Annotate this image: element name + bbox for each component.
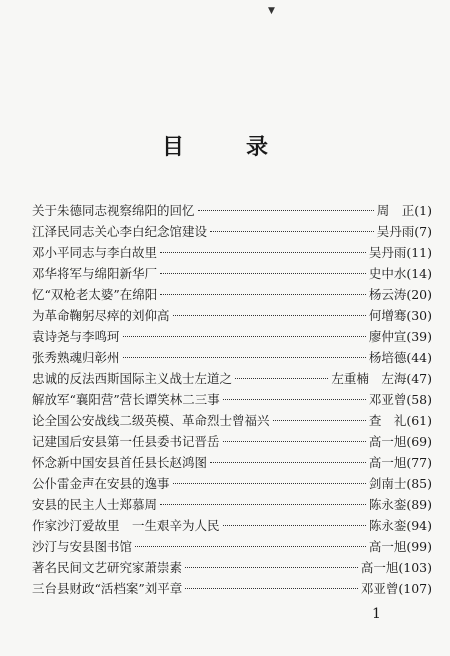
toc-entry[interactable] — [32, 578, 432, 599]
toc-entry[interactable] — [32, 221, 432, 242]
toc-entry-title: 邓小平同志与李白故里 — [32, 245, 158, 260]
toc-leader-dots — [173, 483, 366, 484]
toc-leader-dots — [273, 420, 366, 421]
toc-leader-dots — [173, 315, 366, 316]
toc-entry[interactable] — [32, 263, 432, 284]
toc-entry-author: 吴丹雨 — [376, 224, 415, 239]
toc-leader-dots — [223, 399, 366, 400]
toc-entry-author: 高一旭 — [368, 434, 407, 449]
toc-leader-dots — [160, 273, 366, 274]
toc-entry[interactable] — [32, 242, 432, 263]
toc-entry[interactable] — [32, 473, 432, 494]
toc-entry-page: (39) — [406, 329, 432, 344]
toc-entry[interactable] — [32, 305, 432, 326]
toc-entry-title: 沙汀与安县图书馆 — [32, 539, 133, 554]
toc-entry-author: 查 礼 — [368, 413, 407, 428]
toc-entry-author: 高一旭 — [360, 560, 399, 575]
toc-entry-title: 论全国公安战线二级英模、革命烈士曾福兴 — [32, 413, 270, 428]
toc-entry-author: 剑南士 — [368, 476, 407, 491]
toc-entry-page: (69) — [406, 434, 432, 449]
toc-entry-author: 杨培德 — [368, 350, 407, 365]
toc-entry-title: 解放军“襄阳营”营长谭笑林二三事 — [32, 392, 220, 407]
toc-entry-title: 邓华将军与绵阳新华厂 — [32, 266, 158, 281]
toc-entry-page: (89) — [406, 497, 432, 512]
toc-entry-author: 陈永銮 — [368, 518, 407, 533]
toc-entry-author: 廖仲宣 — [368, 329, 407, 344]
toc-entry-author: 左重楠 左海 — [331, 371, 407, 386]
toc-entry-author: 杨云涛 — [368, 287, 407, 302]
toc-entry-page: (61) — [406, 413, 432, 428]
toc-leader-dots — [160, 252, 366, 253]
toc-entry-author: 吴丹雨 — [368, 245, 407, 260]
toc-entry[interactable] — [32, 284, 432, 305]
toc-entry-page: (44) — [406, 350, 432, 365]
toc-leader-dots — [210, 462, 366, 463]
toc-entry-page: (20) — [406, 287, 432, 302]
toc-entry-title: 袁诗尧与李鸣珂 — [32, 329, 120, 344]
toc-entry-page: (1) — [414, 203, 432, 218]
toc-entry-title: 公仆雷金声在安县的逸事 — [32, 476, 170, 491]
toc-leader-dots — [235, 378, 328, 379]
toc-entry-author: 邓亚曾 — [360, 581, 399, 596]
toc-entry[interactable] — [32, 410, 432, 431]
toc-entry-author: 周 正 — [376, 203, 415, 218]
toc-leader-dots — [198, 210, 374, 211]
toc-entry-page: (11) — [406, 245, 432, 260]
page-number: 1 — [372, 606, 381, 622]
toc-entry-page: (94) — [406, 518, 432, 533]
toc-entry-author: 高一旭 — [368, 455, 407, 470]
toc-entry-title: 著名民间文艺研究家萧崇素 — [32, 560, 183, 575]
toc-entry-author: 陈永銮 — [368, 497, 407, 512]
toc-entry-page: (14) — [406, 266, 432, 281]
toc-entry[interactable] — [32, 515, 432, 536]
toc-entry-title: 怀念新中国安县首任县长赵鸿图 — [32, 455, 208, 470]
toc-entry-page: (77) — [406, 455, 432, 470]
toc-entry[interactable] — [32, 557, 432, 578]
toc-entry-author: 史中水 — [368, 266, 407, 281]
toc-entry-title: 忆“双枪老太婆”在绵阳 — [32, 287, 158, 302]
toc-entry-page: (99) — [406, 539, 432, 554]
toc-entry-title: 忠诚的反法西斯国际主义战士左道之 — [32, 371, 233, 386]
toc-entry-title: 为革命鞠躬尽瘁的刘仰高 — [32, 308, 170, 323]
toc-leader-dots — [135, 546, 366, 547]
toc-entry-title: 张秀熟魂归彰州 — [32, 350, 120, 365]
toc-entry-page: (58) — [406, 392, 432, 407]
toc-entry-title: 安县的民主人士郑慕周 — [32, 497, 158, 512]
toc-leader-dots — [160, 504, 366, 505]
toc-entry-author: 邓亚曾 — [368, 392, 407, 407]
toc-leader-dots — [123, 357, 366, 358]
toc-entry-author: 高一旭 — [368, 539, 407, 554]
toc-entry[interactable] — [32, 347, 432, 368]
toc-leader-dots — [123, 336, 366, 337]
toc-entry[interactable] — [32, 200, 432, 221]
table-of-contents — [32, 200, 432, 599]
toc-entry-author: 何增骞 — [368, 308, 407, 323]
toc-leader-dots — [160, 294, 366, 295]
toc-leader-dots — [223, 441, 366, 442]
toc-entry-title: 江泽民同志关心李白纪念馆建设 — [32, 224, 208, 239]
toc-entry-title: 关于朱德同志视察绵阳的回忆 — [32, 203, 195, 218]
toc-entry-page: (85) — [406, 476, 432, 491]
toc-leader-dots — [185, 567, 358, 568]
toc-entry[interactable] — [32, 431, 432, 452]
toc-entry-page: (107) — [398, 581, 432, 596]
toc-entry-page: (30) — [406, 308, 432, 323]
toc-leader-dots — [210, 231, 374, 232]
toc-entry[interactable] — [32, 368, 432, 389]
toc-entry-page: (103) — [398, 560, 432, 575]
toc-entry-title: 作家沙汀爱故里 一生艰辛为人民 — [32, 518, 220, 533]
toc-leader-dots — [223, 525, 366, 526]
toc-entry[interactable] — [32, 326, 432, 347]
toc-entry[interactable] — [32, 536, 432, 557]
toc-entry-page: (7) — [414, 224, 432, 239]
page-title: 目 录 — [161, 135, 288, 160]
toc-entry[interactable] — [32, 494, 432, 515]
toc-entry-title: 记建国后安县第一任县委书记晋岳 — [32, 434, 220, 449]
toc-entry-page: (47) — [406, 371, 432, 386]
toc-entry-title: 三台县财政“活档案”刘平章 — [32, 581, 183, 596]
header-mark: ▼ — [268, 6, 275, 16]
toc-leader-dots — [185, 588, 358, 589]
toc-entry[interactable] — [32, 389, 432, 410]
toc-entry[interactable] — [32, 452, 432, 473]
